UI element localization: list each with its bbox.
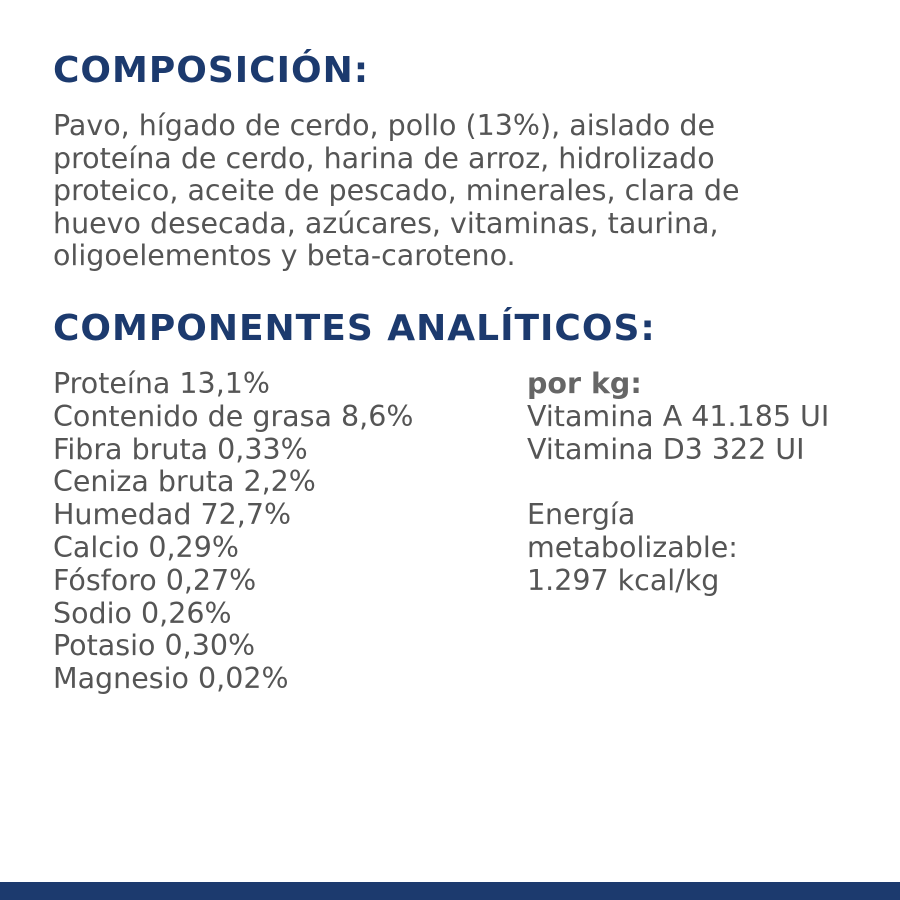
list-item: Humedad 72,7% [53, 498, 292, 532]
vitamin-item: Vitamina D3 322 UI [527, 432, 805, 466]
list-item: Calcio 0,29% [53, 530, 239, 564]
composition-line: proteico, aceite de pescado, minerales, clara de [53, 174, 740, 208]
analytical-heading: COMPONENTES ANALÍTICOS: [53, 308, 656, 349]
composition-heading: COMPOSICIÓN: [53, 50, 370, 91]
composition-line: Pavo, hígado de cerdo, pollo (13%), aislado de [53, 109, 716, 142]
list-item: Contenido de grasa 8,6% [53, 399, 414, 433]
energy-line: metabolizable: [527, 530, 738, 564]
additives-list [527, 368, 829, 598]
energy-line: Energía [527, 498, 636, 532]
list-item: Sodio 0,26% [53, 596, 232, 630]
composition-text [53, 110, 853, 273]
list-item: Fósforo 0,27% [53, 563, 257, 597]
composition-line: huevo desecada, azúcares, vitaminas, taurina, [53, 206, 719, 240]
footer-bar [0, 882, 900, 900]
vitamin-item: Vitamina A 41.185 UI [527, 399, 830, 433]
list-item: Magnesio 0,02% [53, 662, 289, 696]
list-item: Proteína 13,1% [53, 367, 270, 400]
composition-line: oligoelementos y beta-caroteno. [53, 239, 516, 273]
composition-line: proteína de cerdo, harina de arroz, hidrolizado [53, 141, 715, 175]
list-item: Fibra bruta 0,33% [53, 432, 308, 466]
list-item: Potasio 0,30% [53, 629, 256, 663]
per-kg-label: por kg: [527, 367, 642, 400]
spacer [527, 466, 829, 499]
energy-value: 1.297 kcal/kg [527, 563, 720, 597]
list-item: Ceniza bruta 2,2% [53, 465, 316, 499]
analytical-components-list [53, 368, 413, 696]
